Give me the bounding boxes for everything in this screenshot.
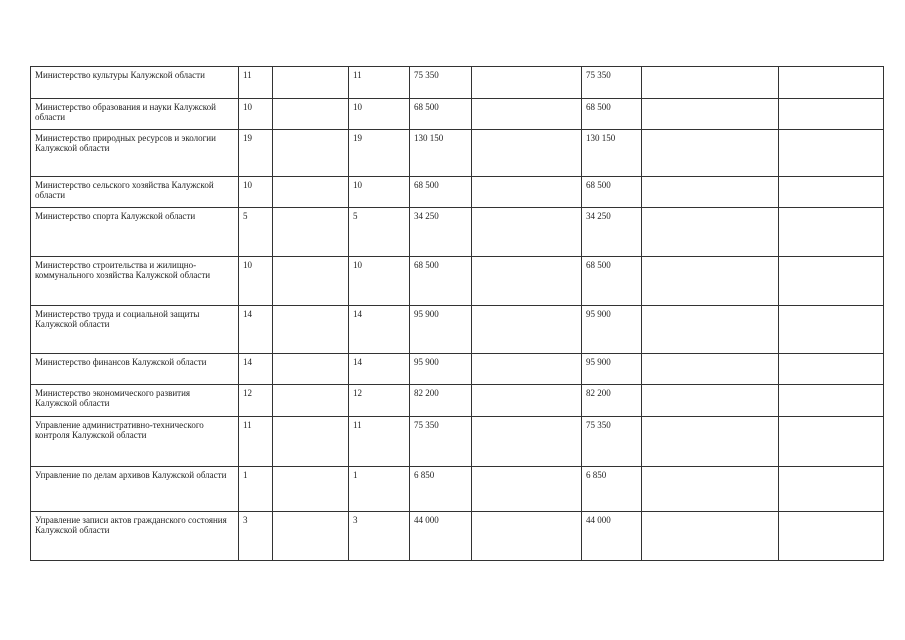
value-cell-c4: 130 150 bbox=[410, 130, 472, 177]
table-row bbox=[31, 67, 884, 99]
value-cell-c8 bbox=[779, 177, 884, 208]
value-cell-c3: 11 bbox=[349, 67, 410, 99]
value-cell-c5 bbox=[472, 257, 582, 306]
table-row bbox=[31, 417, 884, 467]
value-cell-c7 bbox=[642, 177, 779, 208]
value-cell-c3: 14 bbox=[349, 306, 410, 354]
value-cell-c1: 11 bbox=[239, 417, 273, 467]
value-cell-c7 bbox=[642, 417, 779, 467]
value-cell-c4: 34 250 bbox=[410, 208, 472, 257]
org-name-cell: Министерство культуры Калужской области bbox=[31, 67, 239, 99]
value-cell-c2 bbox=[273, 130, 349, 177]
value-cell-c2 bbox=[273, 385, 349, 417]
value-cell-c4: 95 900 bbox=[410, 354, 472, 385]
value-cell-c2 bbox=[273, 306, 349, 354]
value-cell-c8 bbox=[779, 467, 884, 512]
value-cell-c3: 12 bbox=[349, 385, 410, 417]
table-row bbox=[31, 177, 884, 208]
value-cell-c8 bbox=[779, 354, 884, 385]
value-cell-c1: 12 bbox=[239, 385, 273, 417]
value-cell-c3: 3 bbox=[349, 512, 410, 561]
value-cell-c6: 130 150 bbox=[582, 130, 642, 177]
value-cell-c4: 95 900 bbox=[410, 306, 472, 354]
value-cell-c5 bbox=[472, 99, 582, 130]
value-cell-c1: 19 bbox=[239, 130, 273, 177]
value-cell-c1: 1 bbox=[239, 467, 273, 512]
value-cell-c4: 6 850 bbox=[410, 467, 472, 512]
value-cell-c8 bbox=[779, 385, 884, 417]
value-cell-c1: 3 bbox=[239, 512, 273, 561]
value-cell-c5 bbox=[472, 467, 582, 512]
value-cell-c6: 95 900 bbox=[582, 306, 642, 354]
table-row bbox=[31, 99, 884, 130]
value-cell-c8 bbox=[779, 99, 884, 130]
org-name-cell: Управление административно-технического контроля Калужской области bbox=[31, 417, 239, 467]
value-cell-c5 bbox=[472, 67, 582, 99]
value-cell-c3: 19 bbox=[349, 130, 410, 177]
org-name-cell: Министерство природных ресурсов и экологии Калужской области bbox=[31, 130, 239, 177]
value-cell-c5 bbox=[472, 208, 582, 257]
value-cell-c2 bbox=[273, 512, 349, 561]
value-cell-c2 bbox=[273, 208, 349, 257]
value-cell-c1: 5 bbox=[239, 208, 273, 257]
value-cell-c8 bbox=[779, 257, 884, 306]
value-cell-c3: 1 bbox=[349, 467, 410, 512]
value-cell-c7 bbox=[642, 257, 779, 306]
value-cell-c3: 10 bbox=[349, 257, 410, 306]
value-cell-c3: 14 bbox=[349, 354, 410, 385]
value-cell-c8 bbox=[779, 67, 884, 99]
value-cell-c7 bbox=[642, 99, 779, 130]
table-row bbox=[31, 257, 884, 306]
org-name-cell: Управление записи актов гражданского состояния Калужской области bbox=[31, 512, 239, 561]
value-cell-c5 bbox=[472, 417, 582, 467]
value-cell-c4: 44 000 bbox=[410, 512, 472, 561]
value-cell-c1: 14 bbox=[239, 354, 273, 385]
value-cell-c8 bbox=[779, 512, 884, 561]
org-name-cell: Министерство строительства и жилищно-коммунального хозяйства Калужской области bbox=[31, 257, 239, 306]
value-cell-c1: 14 bbox=[239, 306, 273, 354]
value-cell-c2 bbox=[273, 417, 349, 467]
org-name-cell: Министерство труда и социальной защиты Калужской области bbox=[31, 306, 239, 354]
value-cell-c4: 68 500 bbox=[410, 177, 472, 208]
value-cell-c6: 95 900 bbox=[582, 354, 642, 385]
value-cell-c7 bbox=[642, 354, 779, 385]
org-name-cell: Министерство финансов Калужской области bbox=[31, 354, 239, 385]
org-name-cell: Министерство спорта Калужской области bbox=[31, 208, 239, 257]
value-cell-c7 bbox=[642, 306, 779, 354]
value-cell-c4: 75 350 bbox=[410, 417, 472, 467]
value-cell-c5 bbox=[472, 306, 582, 354]
value-cell-c6: 68 500 bbox=[582, 99, 642, 130]
value-cell-c2 bbox=[273, 467, 349, 512]
org-name-cell: Министерство экономического развития Калужской области bbox=[31, 385, 239, 417]
value-cell-c6: 6 850 bbox=[582, 467, 642, 512]
org-name-cell: Министерство сельского хозяйства Калужской области bbox=[31, 177, 239, 208]
table-row bbox=[31, 512, 884, 561]
value-cell-c3: 5 bbox=[349, 208, 410, 257]
value-cell-c7 bbox=[642, 385, 779, 417]
table-row bbox=[31, 467, 884, 512]
value-cell-c8 bbox=[779, 417, 884, 467]
org-name-cell: Министерство образования и науки Калужской области bbox=[31, 99, 239, 130]
table-row bbox=[31, 208, 884, 257]
table-row bbox=[31, 354, 884, 385]
value-cell-c5 bbox=[472, 354, 582, 385]
value-cell-c6: 75 350 bbox=[582, 67, 642, 99]
value-cell-c3: 10 bbox=[349, 99, 410, 130]
value-cell-c4: 68 500 bbox=[410, 99, 472, 130]
allocation-table bbox=[30, 66, 884, 561]
value-cell-c2 bbox=[273, 354, 349, 385]
value-cell-c1: 10 bbox=[239, 177, 273, 208]
value-cell-c1: 10 bbox=[239, 257, 273, 306]
value-cell-c5 bbox=[472, 177, 582, 208]
table-row bbox=[31, 130, 884, 177]
value-cell-c5 bbox=[472, 512, 582, 561]
value-cell-c6: 82 200 bbox=[582, 385, 642, 417]
value-cell-c8 bbox=[779, 208, 884, 257]
value-cell-c1: 10 bbox=[239, 99, 273, 130]
value-cell-c4: 82 200 bbox=[410, 385, 472, 417]
value-cell-c8 bbox=[779, 306, 884, 354]
value-cell-c4: 75 350 bbox=[410, 67, 472, 99]
value-cell-c5 bbox=[472, 130, 582, 177]
value-cell-c7 bbox=[642, 208, 779, 257]
value-cell-c7 bbox=[642, 512, 779, 561]
value-cell-c3: 11 bbox=[349, 417, 410, 467]
table-row bbox=[31, 385, 884, 417]
value-cell-c6: 68 500 bbox=[582, 257, 642, 306]
value-cell-c2 bbox=[273, 99, 349, 130]
value-cell-c1: 11 bbox=[239, 67, 273, 99]
value-cell-c2 bbox=[273, 257, 349, 306]
value-cell-c6: 34 250 bbox=[582, 208, 642, 257]
value-cell-c7 bbox=[642, 467, 779, 512]
value-cell-c7 bbox=[642, 67, 779, 99]
value-cell-c6: 44 000 bbox=[582, 512, 642, 561]
table-body bbox=[31, 67, 884, 561]
value-cell-c5 bbox=[472, 385, 582, 417]
value-cell-c8 bbox=[779, 130, 884, 177]
value-cell-c6: 68 500 bbox=[582, 177, 642, 208]
value-cell-c4: 68 500 bbox=[410, 257, 472, 306]
value-cell-c2 bbox=[273, 67, 349, 99]
value-cell-c7 bbox=[642, 130, 779, 177]
value-cell-c2 bbox=[273, 177, 349, 208]
value-cell-c6: 75 350 bbox=[582, 417, 642, 467]
value-cell-c3: 10 bbox=[349, 177, 410, 208]
table-row bbox=[31, 306, 884, 354]
org-name-cell: Управление по делам архивов Калужской области bbox=[31, 467, 239, 512]
